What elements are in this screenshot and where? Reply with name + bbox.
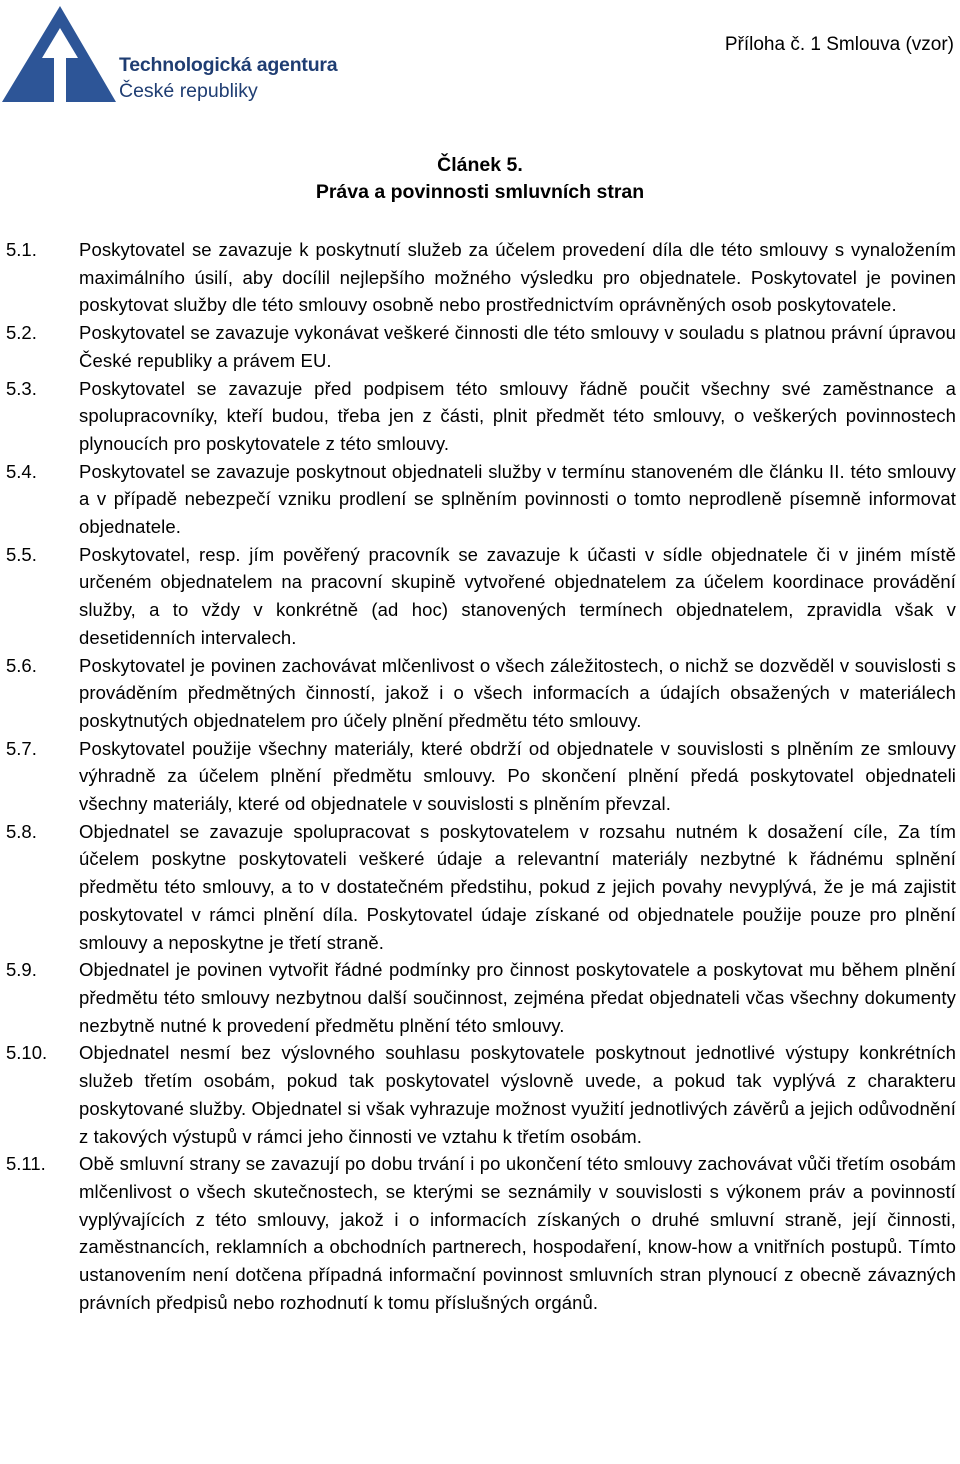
clause-5-1 [6, 236, 956, 319]
org-name-line2: České republiky [119, 80, 258, 102]
clause-number: 5.10. [6, 1042, 48, 1064]
clause-text: Poskytovatel je povinen zachovávat mlčenlivost o všech záležitostech, o nichž se dozvěděl v souvislosti s prováděním předmětných činností, jakož i o všech informacích a údajích obsažených v materiálech poskytnutých objednatelem pro účely plnění předmětu této smlouvy. [79, 654, 956, 731]
agency-logo [2, 6, 362, 106]
clause-5-6 [6, 652, 956, 735]
clause-number: 5.5. [6, 543, 37, 565]
clause-number: 5.2. [6, 322, 37, 344]
clause-number: 5.4. [6, 460, 37, 482]
clause-text: Obě smluvní strany se zavazují po dobu trvání i po ukončení této smlouvy zachovávat vůči třetím osobám mlčenlivost o všech skutečnostech, se kterými se seznámily v souvislosti s výkonem práv a povinností vyplývajících z této smlouvy, jakož i o informacích získaných o druhé smluvní straně, její činnosti, zaměstnancích, reklamních a obchodních partnerech, hospodaření, know-how a vnitřních postupů. Tímto ustanovením není dotčena případná informační povinnost smluvních stran plynoucí z obecně závazných právních předpisů nebo rozhodnutí k tomu příslušných orgánů. [79, 1153, 956, 1313]
org-name-line1: Technologická agentura [119, 54, 338, 76]
clause-5-9 [6, 956, 956, 1039]
article-title: Práva a povinnosti smluvních stran [315, 181, 645, 203]
clause-number: 5.6. [6, 654, 37, 676]
clause-5-4 [6, 458, 956, 541]
clause-5-5 [6, 541, 956, 652]
clause-number: 5.9. [6, 959, 37, 981]
clause-5-8 [6, 818, 956, 957]
clause-number: 5.7. [6, 737, 37, 759]
clause-text: Objednatel je povinen vytvořit řádné podmínky pro činnost poskytovatele a poskytovat mu během plnění předmětu této smlouvy nezbytnou další součinnost, zejména předat objednateli včas všechny dokumenty nezbytně nutné k provedení předmětu plnění této smlouvy. [79, 959, 956, 1036]
clause-text: Objednatel nesmí bez výslovného souhlasu poskytovatele poskytnout jednotlivé výstupy konkrétních služeb třetím osobám, pokud tak poskytovatel výslovně uvede, a pokud tak vyplývá z charakteru poskytované služby. Objednatel si však vyhrazuje možnost využití jednotlivých závěrů a jejich odůvodnění z takových výstupů v rámci jeho činnosti ve vztahu k třetím osobám. [79, 1042, 956, 1147]
clause-5-10 [6, 1039, 956, 1150]
clause-text: Poskytovatel se zavazuje poskytnout objednateli služby v termínu stanoveném dle článku II. této smlouvy a v případě nebezpečí vzniku prodlení se splněním povinnosti o tomto neprodleně písemně informovat objednatele. [79, 460, 956, 538]
clause-number: 5.11. [6, 1153, 46, 1175]
clause-number: 5.8. [6, 820, 37, 842]
clause-number: 5.1. [6, 239, 37, 260]
clause-5-2 [6, 319, 956, 374]
clause-5-3 [6, 375, 956, 458]
clause-5-7 [6, 735, 956, 818]
clause-text: Poskytovatel, resp. jím pověřený pracovník se zavazuje k účasti v sídle objednatele či v jiném místě určeném objednatelem na pracovní skupině vytvořené objednatelem za účelem koordinace provádění služby, a to vždy v konkrétně (ad hoc) stanovených termínech objednatelem, zpravidla však v desetidenních intervalech. [79, 543, 956, 648]
clause-number: 5.3. [6, 377, 37, 399]
triangle-logo-icon [2, 6, 120, 106]
clause-text: Poskytovatel se zavazuje k poskytnutí služeb za účelem provedení díla dle této smlouvy s vynaložením maximálního úsilí, aby docílil nejlepšího možného výsledku pro objednatele. Poskytovatel je povinen poskytovat služby dle této smlouvy osobně nebo prostřednictvím oprávněných osob poskytovatele. [79, 239, 956, 316]
article-number: Článek 5. [437, 154, 523, 176]
clause-text: Objednatel se zavazuje spolupracovat s poskytovatelem v rozsahu nutném k dosažení cíle, Za tím účelem poskytne poskytovateli veškeré údaje a relevantní materiály nezbytné k řádnému splnění předmětu této smlouvy, a to v dostatečném předstihu, pokud z jejich povahy nevyplývá, že je má zajistit poskytovatel v rámci plnění díla. Poskytovatel údaje získané od objednatele použije pouze pro plnění smlouvy a neposkytne je třetí straně. [79, 820, 956, 953]
clause-text: Poskytovatel se zavazuje před podpisem této smlouvy řádně poučit všechny své zaměstnance a spolupracovníky, kteří budou, třeba jen z části, plnit předmět této smlouvy, o veškerých povinnostech plynoucích pro poskytovatele z této smlouvy. [79, 377, 956, 454]
clause-5-11 [6, 1150, 956, 1316]
clause-list [6, 236, 956, 1316]
clause-text: Poskytovatel se zavazuje vykonávat veškeré činnosti dle této smlouvy v souladu s platnou právní úpravou České republiky a právem EU. [79, 322, 956, 371]
clause-text: Poskytovatel použije všechny materiály, které obdrží od objednatele v souvislosti s plněním ze smlouvy výhradně za účelem plnění předmětu smlouvy. Po skončení plnění předá poskytovatel objednateli všechny materiály, které od objednatele v souvislosti s plněním převzal. [79, 737, 956, 815]
appendix-label: Příloha č. 1 Smlouva (vzor) [724, 34, 954, 55]
